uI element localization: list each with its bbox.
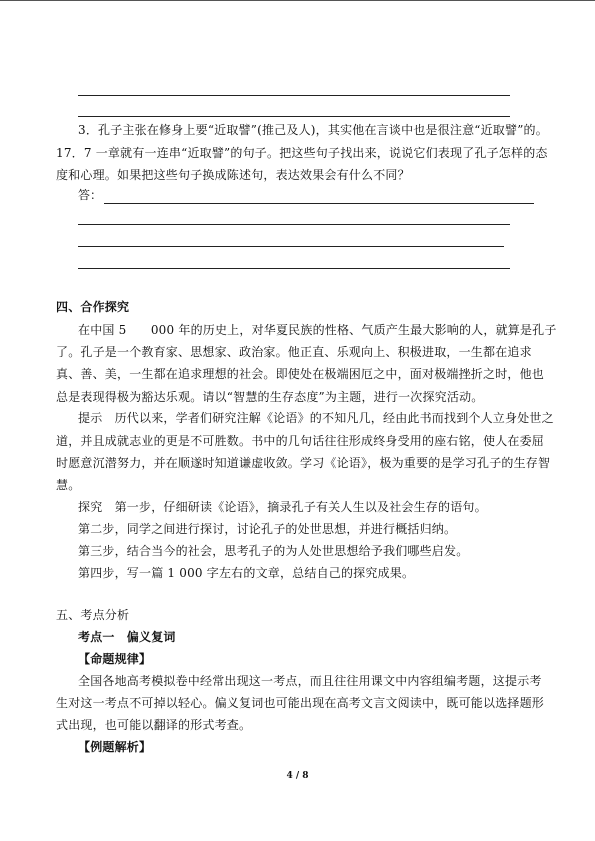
explore-step-3: 第三步，结合当今的社会，思考孔子的为人处世思想给予我们哪些启发。: [78, 544, 469, 558]
section-4-heading: 四、合作探究: [56, 300, 130, 314]
explore-step-4: 第四步，写一篇 1 000 字左右的文章，总结自己的探究成果。: [78, 566, 415, 580]
tip-line-1: 提示 历代以来，学者们研究注解《论语》的不知凡几，经由此书而找到个人立身处世之: [78, 411, 554, 425]
rule-title: 【命题规律】: [78, 652, 152, 666]
exam-point-1-title: 考点一 偏义复词: [78, 630, 176, 644]
answer-line: [78, 224, 510, 225]
question-3-line-3: 度和心理。如果把这些句子换成陈述句，表达效果会有什么不同？: [56, 168, 410, 182]
answer-label: 答：: [78, 188, 103, 202]
intro-line-4: 总是表现得极为豁达乐观。请以“智慧的生存态度”为主题，进行一次探究活动。: [56, 390, 484, 404]
example-title: 【例题解析】: [78, 740, 152, 754]
answer-line: [78, 268, 510, 269]
question-3-line-2: 17．7 一章就有一连串“近取譬”的句子。把这些句子找出来，说说它们表现了孔子怎样的态: [56, 146, 548, 160]
answer-line: [78, 116, 510, 117]
intro-line-1: 在中国 5 000 年的历史上，对华夏民族的性格、气质产生最大影响的人，就算是孔子: [78, 323, 557, 337]
answer-line: [78, 246, 504, 247]
intro-line-3: 真、善、美，一生都在追求理想的社会。即使处在极端困厄之中，面对极端挫折之时，他也: [56, 367, 545, 381]
explore-step-1: 探究 第一步，仔细研读《论语》，摘录孔子有关人生以及社会生存的语句。: [78, 500, 487, 514]
rule-text-line-3: 式出现，也可能以翻译的形式考查。: [56, 718, 252, 732]
intro-line-2: 了。孔子是一个教育家、思想家、政治家。他正直、乐观向上、积极进取，一生都在追求: [56, 345, 532, 359]
tip-line-3: 时愿意沉潜努力，并在顺遂时知道谦虚收敛。学习《论语》，极为重要的是学习孔子的生存智: [56, 456, 551, 470]
question-3-line-1: 3．孔子主张在修身上要“近取譬”(推己及人)，其实他在言谈中也是很注意“近取譬”的。: [78, 123, 548, 137]
rule-text-line-1: 全国各地高考模拟卷中经常出现这一考点，而且往往用课文中内容组编考题，这提示考: [78, 674, 542, 688]
answer-line: [78, 95, 510, 96]
tip-line-2: 道，并且成就志业的更是不可胜数。书中的几句话往往形成终身受用的座右铭，使人在委屈: [56, 434, 545, 448]
tip-line-4: 慧。: [56, 478, 81, 492]
section-5-heading: 五、考点分析: [56, 608, 130, 622]
top-border: [0, 0, 595, 1]
answer-line: [104, 203, 534, 204]
page-number: 4 / 8: [286, 771, 309, 781]
explore-step-2: 第二步，同学之间进行探讨，讨论孔子的处世思想，并进行概括归纳。: [78, 522, 457, 536]
rule-text-line-2: 生对这一考点不可掉以轻心。偏义复词也可能出现在高考文言文阅读中，既可能以选择题形: [56, 696, 545, 710]
